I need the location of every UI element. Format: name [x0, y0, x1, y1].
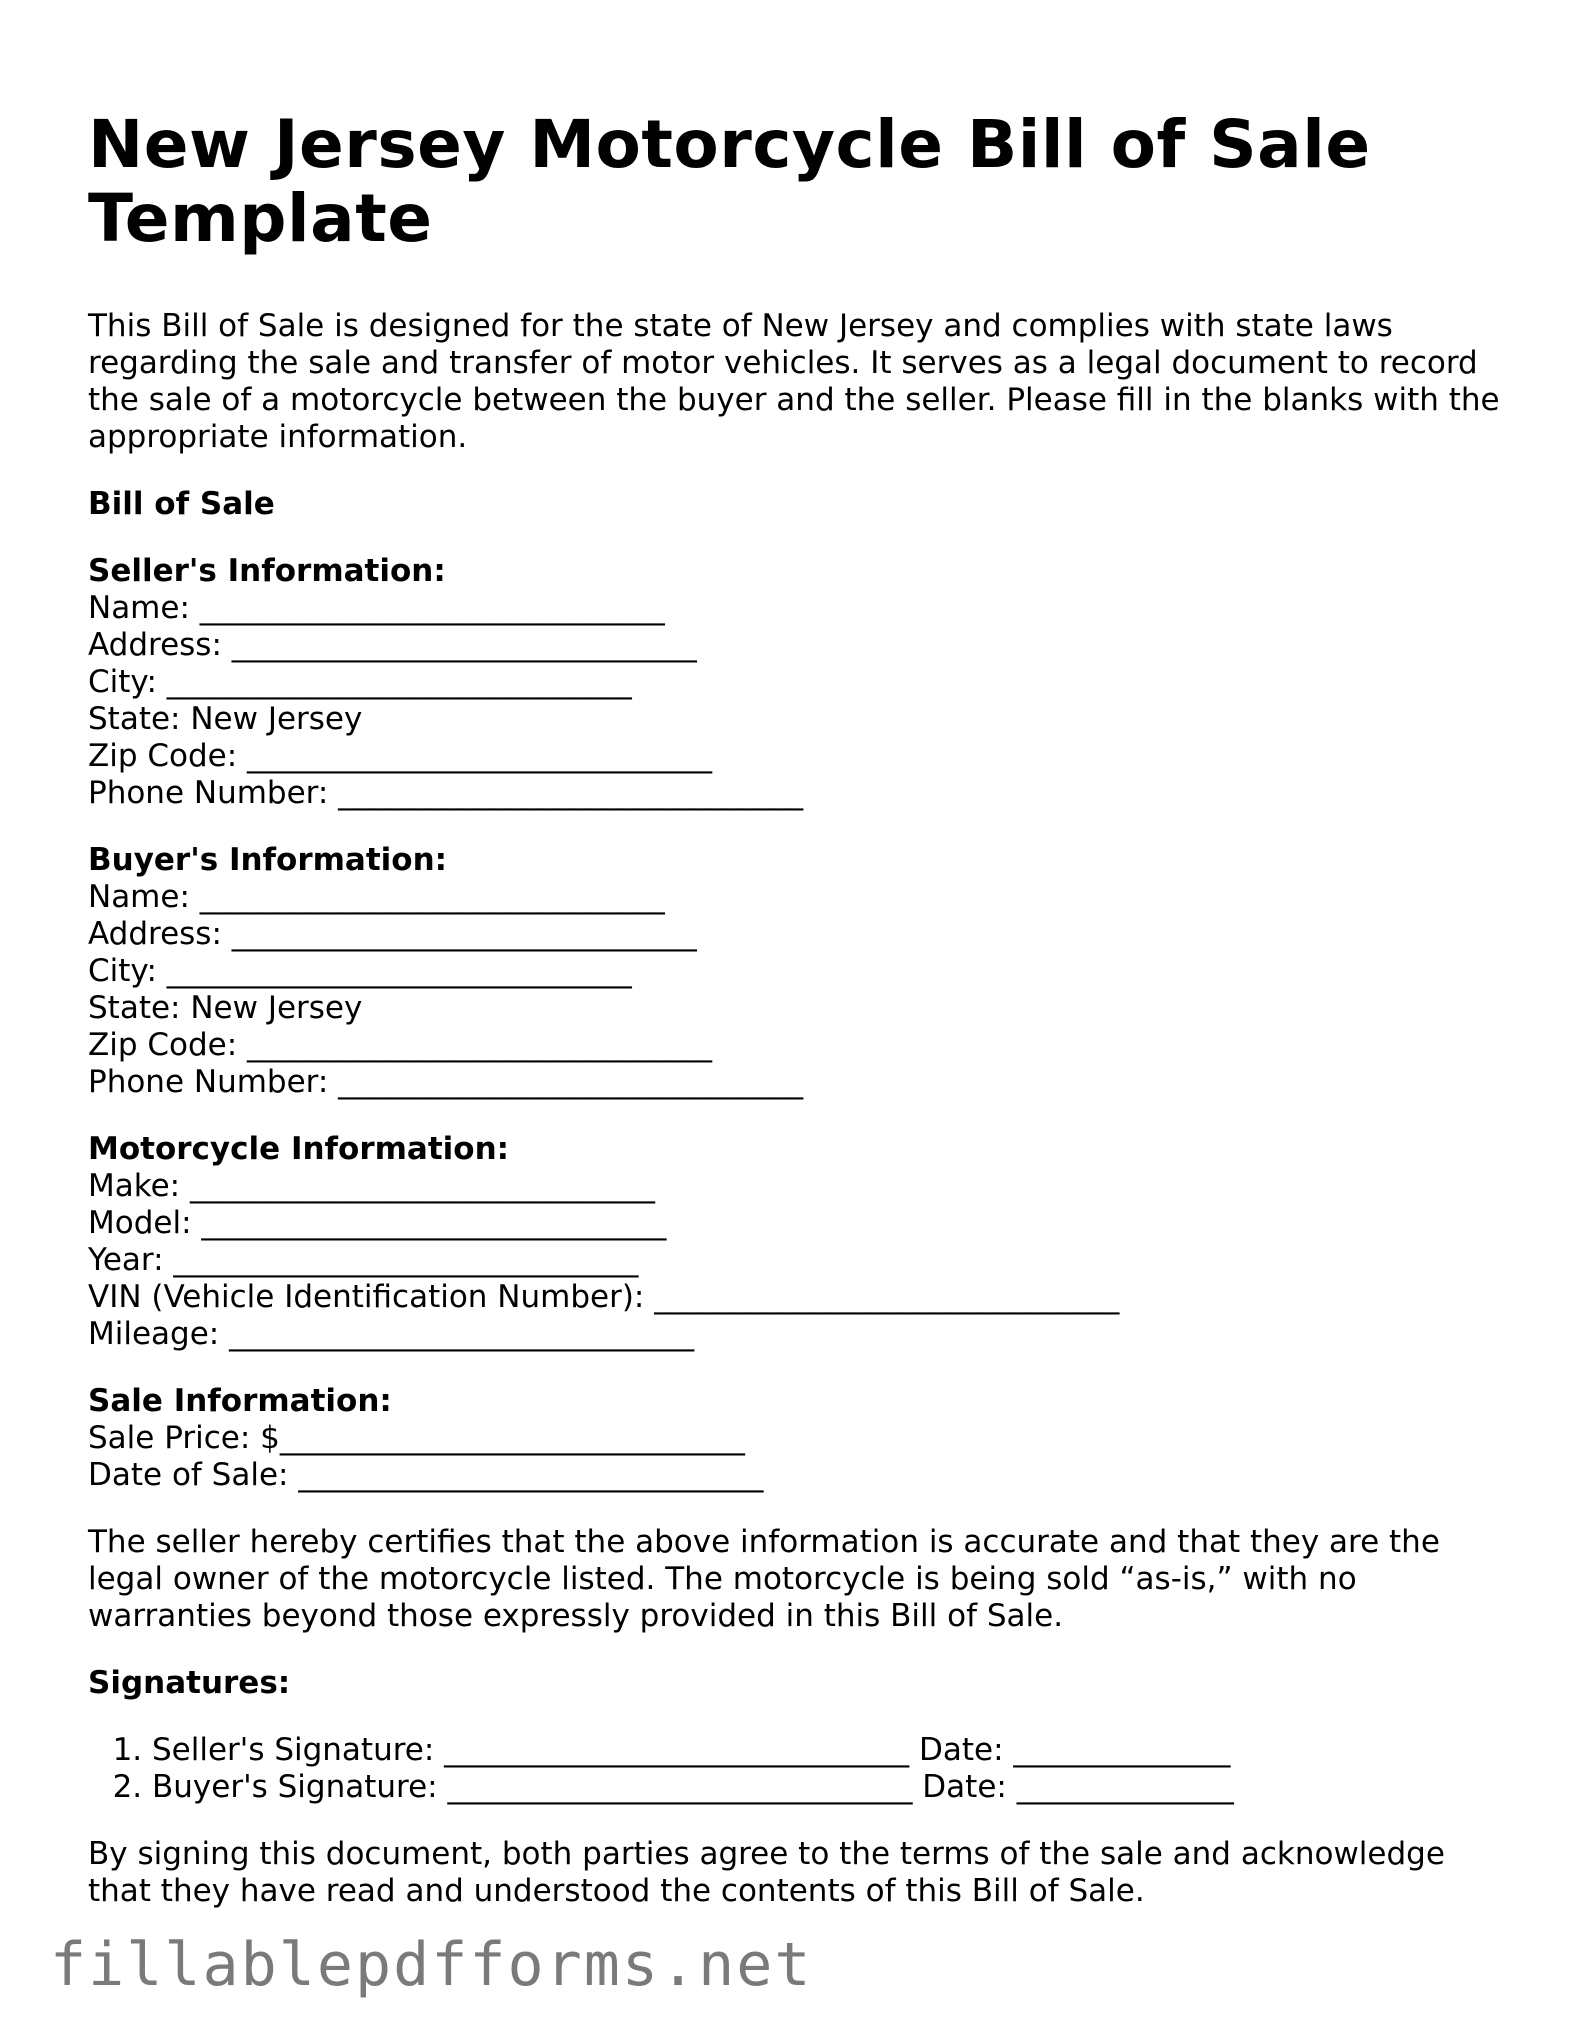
document-page — [88, 108, 1508, 1910]
sale-date-field[interactable]: Date of Sale: ______________________________ — [88, 1457, 764, 1493]
motorcycle-heading: Motorcycle Information: — [88, 1131, 510, 1167]
buyer-name-field[interactable]: Name: ______________________________ — [88, 879, 665, 915]
signature-list — [88, 1732, 1508, 1806]
certification-paragraph: The seller hereby certifies that the above information is accurate and that they are the legal owner of the motorcycle listed. The motorcycle is being sold “as-is,” with no warranties beyond those expressly provided in this Bill of Sale. — [88, 1524, 1440, 1634]
watermark: fillablepdfforms.net — [50, 1930, 813, 2000]
buyer-address-field[interactable]: Address: ______________________________ — [88, 916, 697, 952]
buyer-heading: Buyer's Information: — [88, 842, 448, 878]
motorcycle-section — [88, 1131, 1508, 1353]
sale-section — [88, 1383, 1508, 1494]
buyer-city-field[interactable]: City: ______________________________ — [88, 953, 632, 989]
intro-paragraph: This Bill of Sale is designed for the state of New Jersey and complies with state laws regarding the sale and transfer of motor vehicles. It serves as a legal document to record the sale of a motorcycle between the buyer and the seller. Please fill in the blanks with the appropriate information. — [88, 308, 1500, 455]
seller-address-field[interactable]: Address: ______________________________ — [88, 627, 697, 663]
buyer-signature-field[interactable]: 2. Buyer's Signature: ______________________________ Date: ______________ — [152, 1769, 1508, 1806]
seller-heading: Seller's Information: — [88, 553, 446, 589]
motorcycle-make-field[interactable]: Make: ______________________________ — [88, 1168, 655, 1204]
signatures-heading: Signatures: — [88, 1665, 291, 1701]
seller-zip-field[interactable]: Zip Code: ______________________________ — [88, 738, 713, 774]
seller-name-field[interactable]: Name: ______________________________ — [88, 590, 665, 626]
motorcycle-year-field[interactable]: Year: ______________________________ — [88, 1242, 639, 1278]
document-title: New Jersey Motorcycle Bill of Sale Template — [88, 106, 1371, 257]
seller-signature-field[interactable]: 1. Seller's Signature: ______________________________ Date: ______________ — [152, 1732, 1508, 1769]
sale-price-field[interactable]: Sale Price: $______________________________ — [88, 1420, 745, 1456]
buyer-phone-field[interactable]: Phone Number: ______________________________ — [88, 1064, 804, 1100]
bill-of-sale-heading: Bill of Sale — [88, 486, 275, 522]
sale-heading: Sale Information: — [88, 1383, 392, 1419]
buyer-state-text: State: New Jersey — [88, 990, 363, 1026]
closing-paragraph: By signing this document, both parties agree to the terms of the sale and acknowledge that they have read and understood the contents of this Bill of Sale. — [88, 1836, 1445, 1909]
seller-state-text: State: New Jersey — [88, 701, 363, 737]
seller-city-field[interactable]: City: ______________________________ — [88, 664, 632, 700]
seller-phone-field[interactable]: Phone Number: ______________________________ — [88, 775, 804, 811]
seller-section — [88, 553, 1508, 812]
motorcycle-vin-field[interactable]: VIN (Vehicle Identification Number): ______________________________ — [88, 1279, 1120, 1315]
buyer-section — [88, 842, 1508, 1101]
motorcycle-mileage-field[interactable]: Mileage: ______________________________ — [88, 1316, 695, 1352]
buyer-zip-field[interactable]: Zip Code: ______________________________ — [88, 1027, 713, 1063]
motorcycle-model-field[interactable]: Model: ______________________________ — [88, 1205, 667, 1241]
